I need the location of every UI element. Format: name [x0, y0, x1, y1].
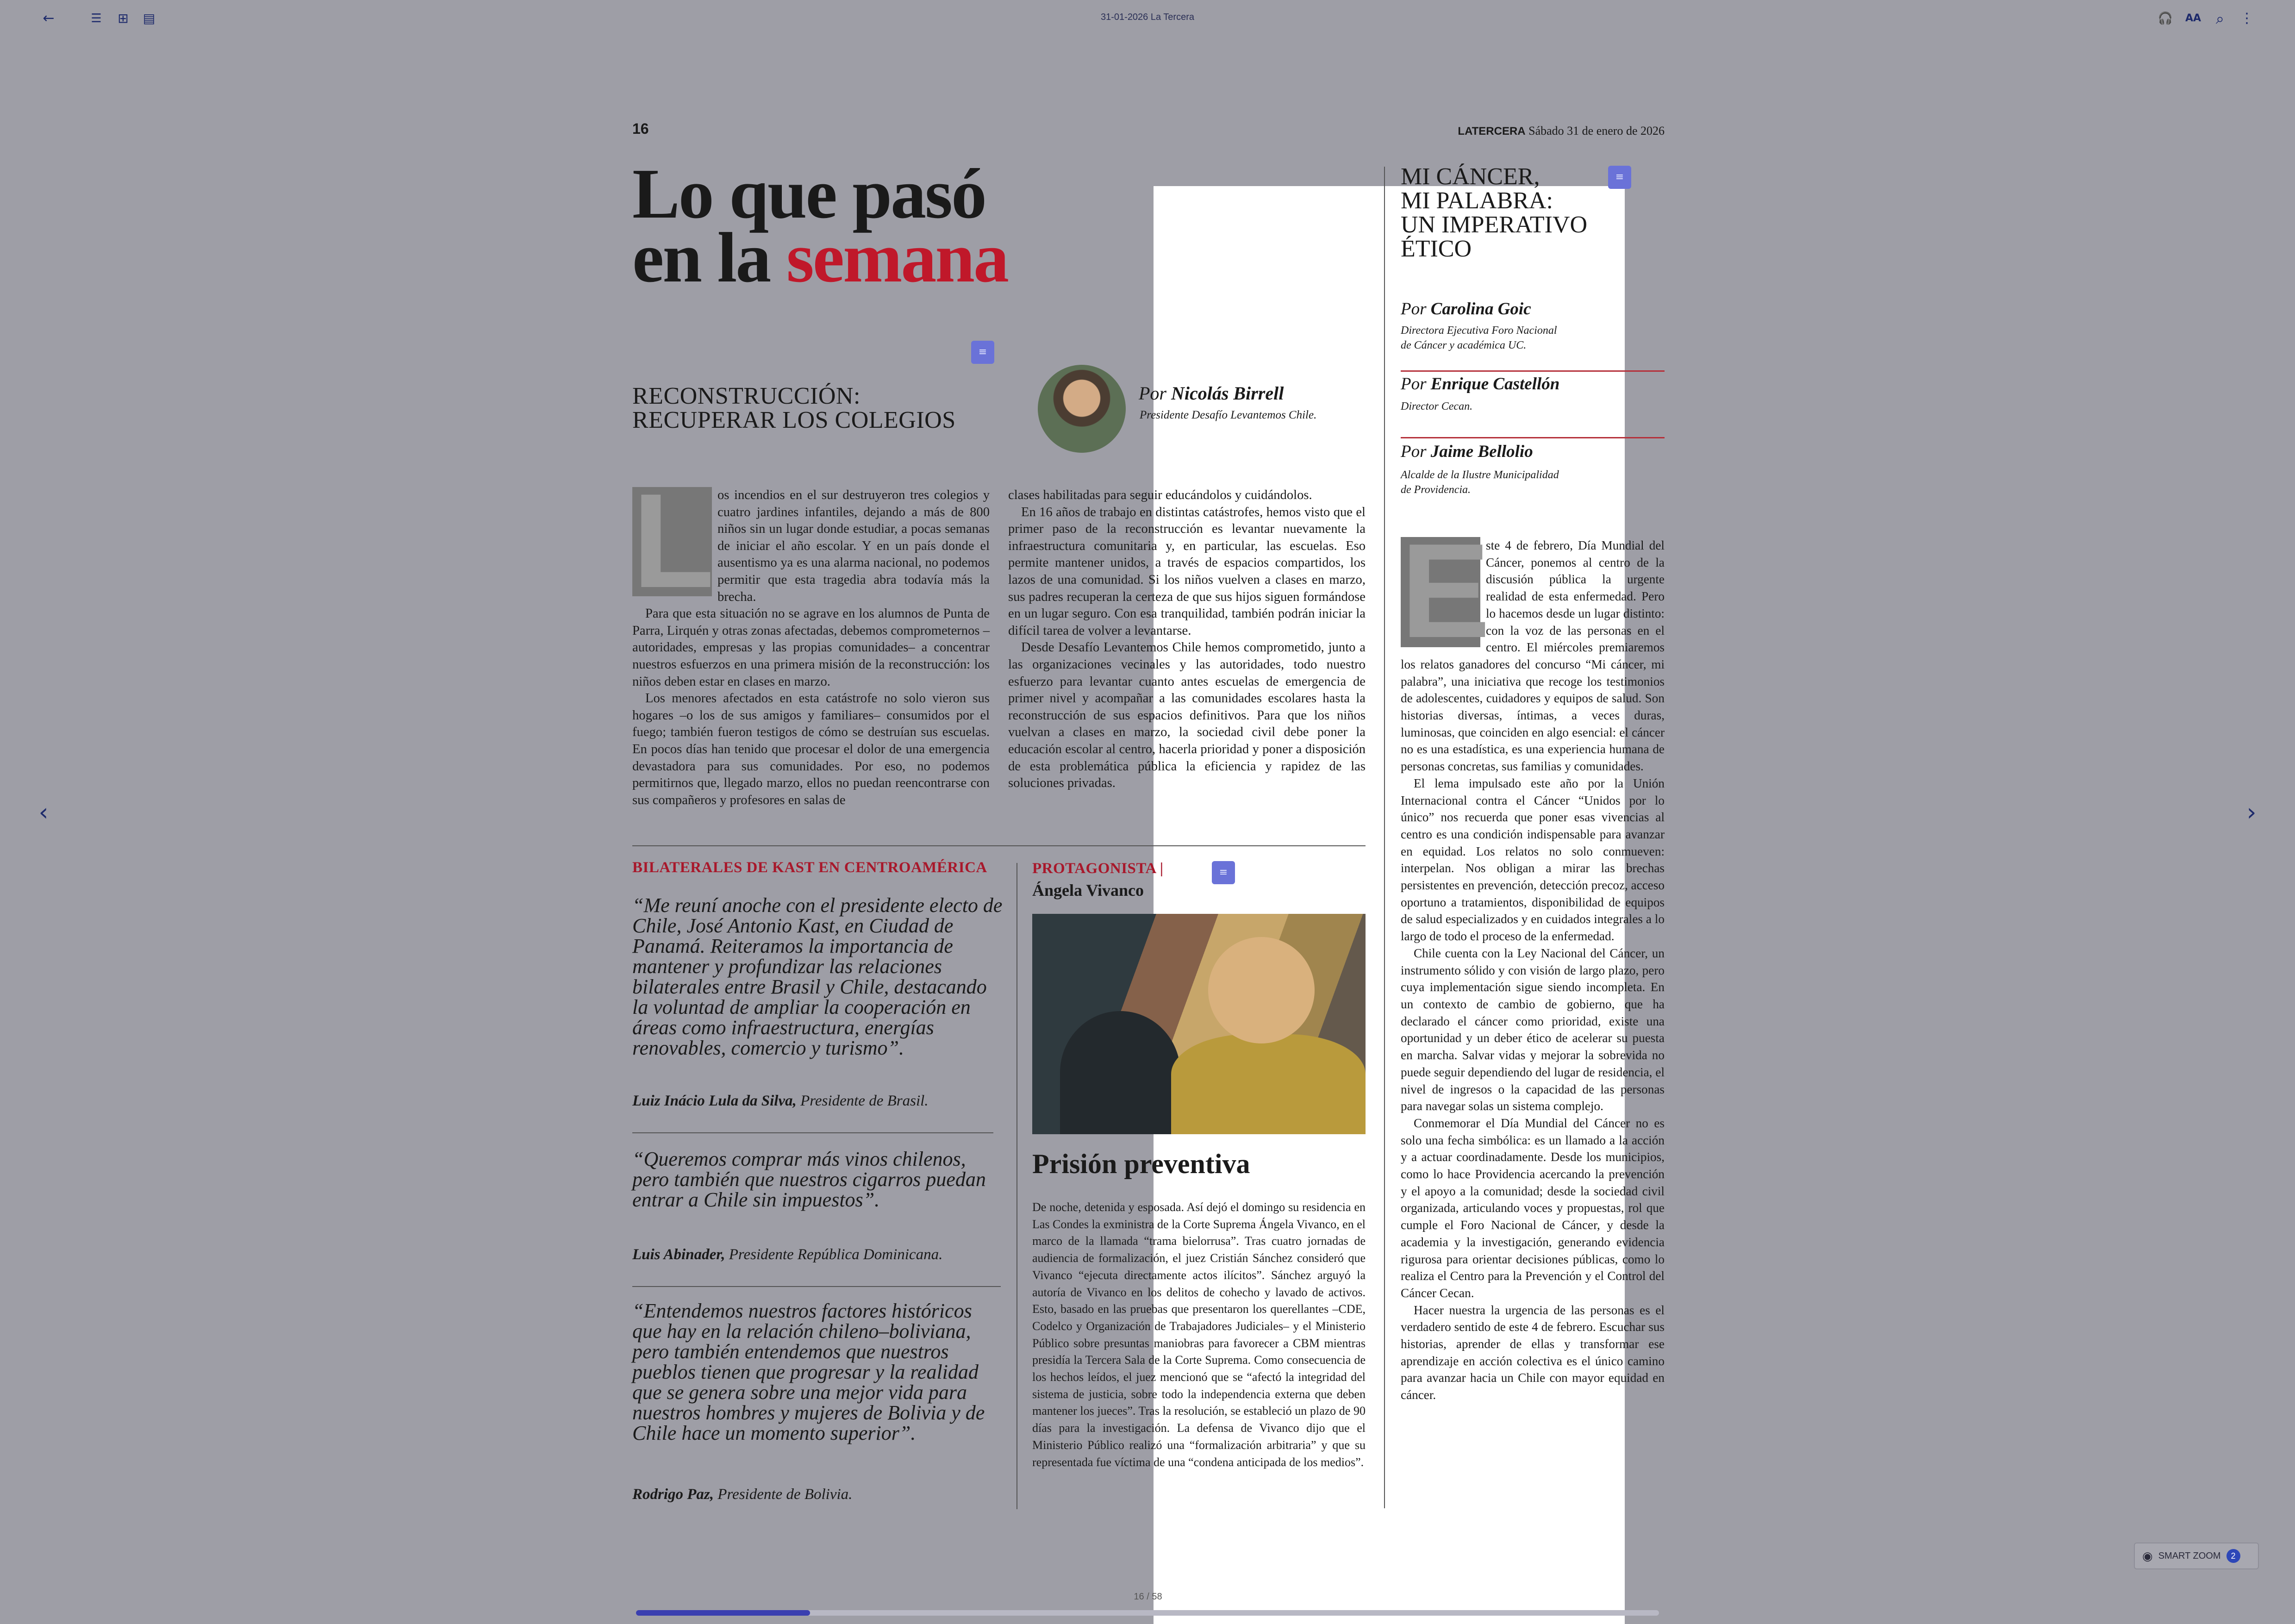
colegios-dropcap: L — [632, 466, 715, 616]
cancer-paragraph-2: El lema impulsado este año por la Unión Internacional contra el Cáncer “Unidos por lo único” nos recuerda que poner esas vivencias al centro es una condición indispensable para avanzar en equidad. Los relatos no solo conmueven: interpelan. Nos obligan a mirar las brechas persistentes en prevención, detección precoz, acceso oportuno a tratamientos, disponibilidad de equipos de salud especializados y en cuidados integrales a lo largo de todo el proceso de la enfermedad. — [1401, 776, 1665, 943]
quote-2-author — [632, 1246, 942, 1263]
smart-zoom-button[interactable] — [2134, 1543, 2259, 1569]
masthead-date: Sábado 31 de enero de 2026 — [1528, 124, 1665, 137]
previous-page-arrow-icon[interactable]: ‹ — [38, 799, 49, 826]
eye-icon: ◉ — [2142, 1549, 2153, 1563]
headphones-icon[interactable]: 🎧 — [2158, 12, 2173, 25]
cancer-body — [1401, 516, 1665, 1404]
colegios-paragraph-1: os incendios en el sur destruyeron tres colegios y cuatro jardines infantiles, dejando a más de 800 niños sin un lugar donde estudiar, a pocas semanas de iniciar el año escolar. Y en un país donde el ausentismo ya es una alarma nacional, no podemos permitir que esta tragedia abra todavía más la brecha. — [717, 488, 990, 604]
quote-divider — [632, 1132, 993, 1133]
author-divider — [1401, 370, 1665, 372]
colegios-author: Nicolás Birrell — [1171, 383, 1284, 404]
note-marker-icon[interactable]: ≡ — [1212, 861, 1235, 884]
back-arrow-icon[interactable]: ← — [43, 10, 55, 26]
colegios-paragraph-2: Para que esta situación no se agrave en los alumnos de Punta de Parra, Lirquén y otras zonas afectadas, debemos comprometernos –autoridades, empresas y las propias comunidades– a concentrar nuestros esfuerzos en una primera misión de la reconstrucción: los niños deben estar en clases en marzo. — [632, 606, 990, 689]
newspaper-page[interactable] — [632, 120, 1665, 1528]
headline-line-2-red: semana — [786, 219, 1008, 297]
cancer-author-3 — [1401, 442, 1533, 462]
masthead-brand: LATERCERA — [1458, 125, 1526, 137]
cancer-author-2-role: Director Cecan. — [1401, 400, 1473, 412]
cancer-by-prefix: Por — [1401, 300, 1431, 319]
list-view-icon[interactable]: ☰ — [91, 12, 102, 25]
colegios-paragraph-4: clases habilitadas para seguir educándolos y cuidándolos. — [1008, 488, 1312, 502]
colegios-author-role: Presidente Desafío Levantemos Chile. — [1140, 409, 1317, 421]
protagonista-body — [1032, 1199, 1366, 1471]
protagonista-photo — [1032, 914, 1366, 1134]
cancer-author-2 — [1401, 374, 1559, 394]
page-number: 16 — [632, 120, 649, 137]
smart-zoom-label: SMART ZOOM — [2158, 1550, 2221, 1561]
note-marker-icon[interactable]: ≡ — [1608, 166, 1631, 189]
quote-2-author-name: Luis Abinader, — [632, 1246, 725, 1263]
cancer-title: MI CÁNCER, MI PALABRA: UN IMPERATIVO ÉTICO — [1401, 163, 1587, 262]
column-divider — [1384, 167, 1385, 1508]
smart-zoom-badge: 2 — [2226, 1549, 2240, 1563]
masthead — [1458, 124, 1665, 138]
author-avatar — [1038, 365, 1126, 453]
protagonista-name: Ángela Vivanco — [1032, 881, 1144, 899]
cancer-author-3-name: Jaime Bellolio — [1430, 442, 1533, 461]
cancer-paragraph-4: Conmemorar el Día Mundial del Cáncer no es solo una fecha simbólica: es un llamado a la acción y a actuar coordinadamente. Desde los municipios, como lo hace Providencia acercando la prevención y el apoyo a la comunidad; desde la sociedad civil organizada, articulando voces y propuestas, rol que cumple el Foro Nacional de Cáncer, y desde la academia y la investigación, generando evidencia rigurosa para orientar decisiones públicas, como lo realiza el Centro para la Prevención y el Control del Cáncer Cecan. — [1401, 1116, 1665, 1300]
more-options-icon[interactable]: ⋮ — [2240, 10, 2254, 26]
page-layout-icon[interactable]: ▤ — [143, 11, 156, 26]
colegios-byline — [1139, 382, 1284, 404]
cancer-by-prefix: Por — [1401, 375, 1431, 394]
quote-3-author-name: Rodrigo Paz, — [632, 1486, 714, 1503]
note-marker-icon[interactable]: ≡ — [971, 341, 994, 364]
quote-1: “Me reuní anoche con el presidente electo de Chile, José Antonio Kast, en Ciudad de Panamá. Reiteramos la importancia de mantener y profundizar las relaciones bilaterales entre Brasil y Chile, destacando la voluntad de ampliar la cooperación en áreas como infraestructura, energías renovables, comercio y turismo”. — [632, 894, 1003, 1059]
colegios-title: RECONSTRUCCIÓN: RECUPERAR LOS COLEGIOS — [632, 383, 956, 433]
next-page-arrow-icon[interactable]: › — [2246, 799, 2257, 826]
cancer-author-3-role: Alcalde de la Ilustre Municipalidad de Providencia. — [1401, 469, 1559, 496]
quote-2: “Queremos comprar más vinos chilenos, pero también que nuestros cigarros puedan entrar a Chile sin impuestos”. — [632, 1148, 986, 1211]
document-title: 31-01-2026 La Tercera — [1101, 12, 1194, 22]
protagonista-label: PROTAGONISTA | — [1032, 860, 1164, 877]
cancer-author-1-role: Directora Ejecutiva Foro Nacional de Cáncer y académica UC. — [1401, 325, 1557, 351]
quote-2-author-role: Presidente República Dominicana. — [725, 1246, 943, 1263]
colegios-column-1 — [632, 466, 990, 809]
colegios-column-2 — [1008, 487, 1366, 792]
cancer-by-prefix: Por — [1401, 442, 1431, 461]
headline-line-2-black: en la — [632, 219, 786, 297]
section-divider — [632, 845, 1366, 846]
quote-3: “Entendemos nuestros factores históricos que hay en la relación chileno–boliviana, pero también entendemos que nuestros pueblos tienen que progresar y la realidad que se genera sobre una mejor vida para nuestros hombres y mujeres de Bolivia y de Chile hace un momento superior”. — [632, 1299, 985, 1444]
cancer-dropcap: E — [1401, 516, 1491, 666]
quote-divider — [632, 1286, 1001, 1287]
quote-1-author — [632, 1093, 929, 1110]
quote-3-author-role: Presidente de Bolivia. — [714, 1486, 853, 1503]
font-size-icon[interactable]: AA — [2185, 12, 2201, 24]
colegios-paragraph-6: Desde Desafío Levantemos Chile hemos comprometido, junto a las organizaciones vecinales y las autoridades, todo nuestro esfuerzo para levantar cuanto antes escuelas de emergencia de primer nivel y acompañar a las comunidades escolares hasta la reconstrucción de sus espacios definitivos. Para que los niños vuelvan a clases en marzo, la sociedad civil debe poner la educación escolar al centro, hacerla prioridad y poner a disposición de esta problemática pública la eficiencia y rapidez de las soluciones privadas. — [1008, 640, 1366, 791]
cancer-paragraph-3: Chile cuenta con la Ley Nacional del Cáncer, un instrumento sólido y con visión de largo plazo, pero cuya implementación sigue siendo incompleta. En un contexto de cambio de gobierno, que ha declarado el cáncer como prioridad, existe una oportunidad y un deber ético de acelerar su puesta en marcha. Salvar vidas y mejorar la sobrevida no puede seguir dependiendo del lugar de residencia, el nivel de ingresos o la capacidad de las personas para navegar solas un sistema complejo. — [1401, 946, 1665, 1113]
headline-line-2 — [632, 219, 1141, 297]
reading-progress-bar[interactable] — [636, 1610, 1659, 1616]
quote-3-author — [632, 1486, 852, 1503]
colegios-by-prefix: Por — [1139, 383, 1171, 404]
author-divider — [1401, 437, 1665, 438]
colegios-paragraph-3: Los menores afectados en esta catástrofe no solo vieron sus hogares –o los de sus amigos y familiares– consumidos por el fuego; también fueron testigos de cómo se destruían sus escuelas. En pocos días han tenido que procesar el dolor de una emergencia devastadora para sus comunidades. Por eso, no podemos permitirnos que, llegado marzo, ellos no puedan reencontrarse con sus compañeros y profesores en salas de — [632, 691, 990, 807]
quote-1-author-role: Presidente de Brasil. — [796, 1093, 929, 1109]
reading-progress-fill — [636, 1610, 810, 1616]
protagonista-paragraph: De noche, detenida y esposada. Así dejó el domingo su residencia en Las Condes la exministra de la Corte Suprema Ángela Vivanco, en el marco de la llamada “trama bielorrusa”. Tras cuatro jornadas de audiencia de formalización, el juez Cristián Sánchez consideró que Vivanco “ejecuta directamente actos ilícitos”. Sánchez arguyó la autoría de Vivanco en los delitos de cohecho y lavado de activos. Esto, basado en las pruebas que presentaron los querellantes –CDE, Codelco y Organización de Trabajadores Judiciales– y el Ministerio Público sobre presuntas maniobras para favorecer a CBM mientras presidía la Tercera Sala de la Corte Suprema. Como consecuencia de los hechos leídos, el juez mencionó que se “afectó la integridad del sistema de justicia, sobre todo la independencia externa que deben mantener los jueces”. Tras la resolución, se estableció un plazo de 90 días para la investigación. La defensa de Vivanco dijo que el Ministerio Público realizó una “formalización arbitraria” y que su representada fue víctima de una “condena anticipada de los medios”. — [1032, 1200, 1366, 1469]
cancer-paragraph-5: Hacer nuestra la urgencia de las personas es el verdadero sentido de este 4 de febrero. Escuchar sus historias, aprender de ellas y transformar ese aprendizaje en acción colectiva es el único camino para avanzar hacia un Chile con mayor equidad en cáncer. — [1401, 1303, 1665, 1402]
grid-view-icon[interactable]: ⊞ — [118, 11, 129, 26]
cancer-author-2-name: Enrique Castellón — [1430, 375, 1560, 394]
protagonista-headline: Prisión preventiva — [1032, 1149, 1250, 1179]
viewer-toolbar — [0, 0, 2295, 37]
cancer-author-1-name: Carolina Goic — [1430, 300, 1531, 319]
bilaterales-title: BILATERALES DE KAST EN CENTROAMÉRICA — [632, 859, 987, 876]
search-icon[interactable]: ⌕ — [2216, 10, 2224, 27]
quote-1-author-name: Luiz Inácio Lula da Silva, — [632, 1093, 797, 1109]
colegios-paragraph-5: En 16 años de trabajo en distintas catástrofes, hemos visto que el primer paso de la reconstrucción es levantar nuevamente la infraestructura comunitaria y, en particular, las escuelas. Eso permite mantener unidos, a través de espacios compartidos, los lazos de una comunidad. Si los niños vuelven a clases en marzo, sus padres recuperan la certeza de que sus hijos siguen formándose en un lugar seguro. Con esa tranquilidad, también podrán iniciar la difícil tarea de volver a levantarse. — [1008, 505, 1366, 638]
page-counter: 16 / 58 — [1134, 1592, 1162, 1602]
cancer-author-1 — [1401, 299, 1531, 319]
cancer-paragraph-1: ste 4 de febrero, Día Mundial del Cáncer, ponemos al centro de la discusión pública la urgente realidad de esta enfermedad. Pero lo hacemos desde un lugar distinto: con la voz de las personas en el centro. El miércoles premiaremos los relatos ganadores del concurso “Mi cáncer, mi palabra”, una iniciativa que recoge los testimonios de adolescentes, cuidadores y equipos de salud. Son historias diversas, íntimas, a veces duras, luminosas, que coinciden en algo esencial: el cáncer no es una estadística, es una experiencia humana de personas concretas, sus familias y comunidades. — [1401, 538, 1665, 774]
page-headline — [632, 155, 1141, 297]
headline-line-1: Lo que pasó — [632, 155, 985, 233]
